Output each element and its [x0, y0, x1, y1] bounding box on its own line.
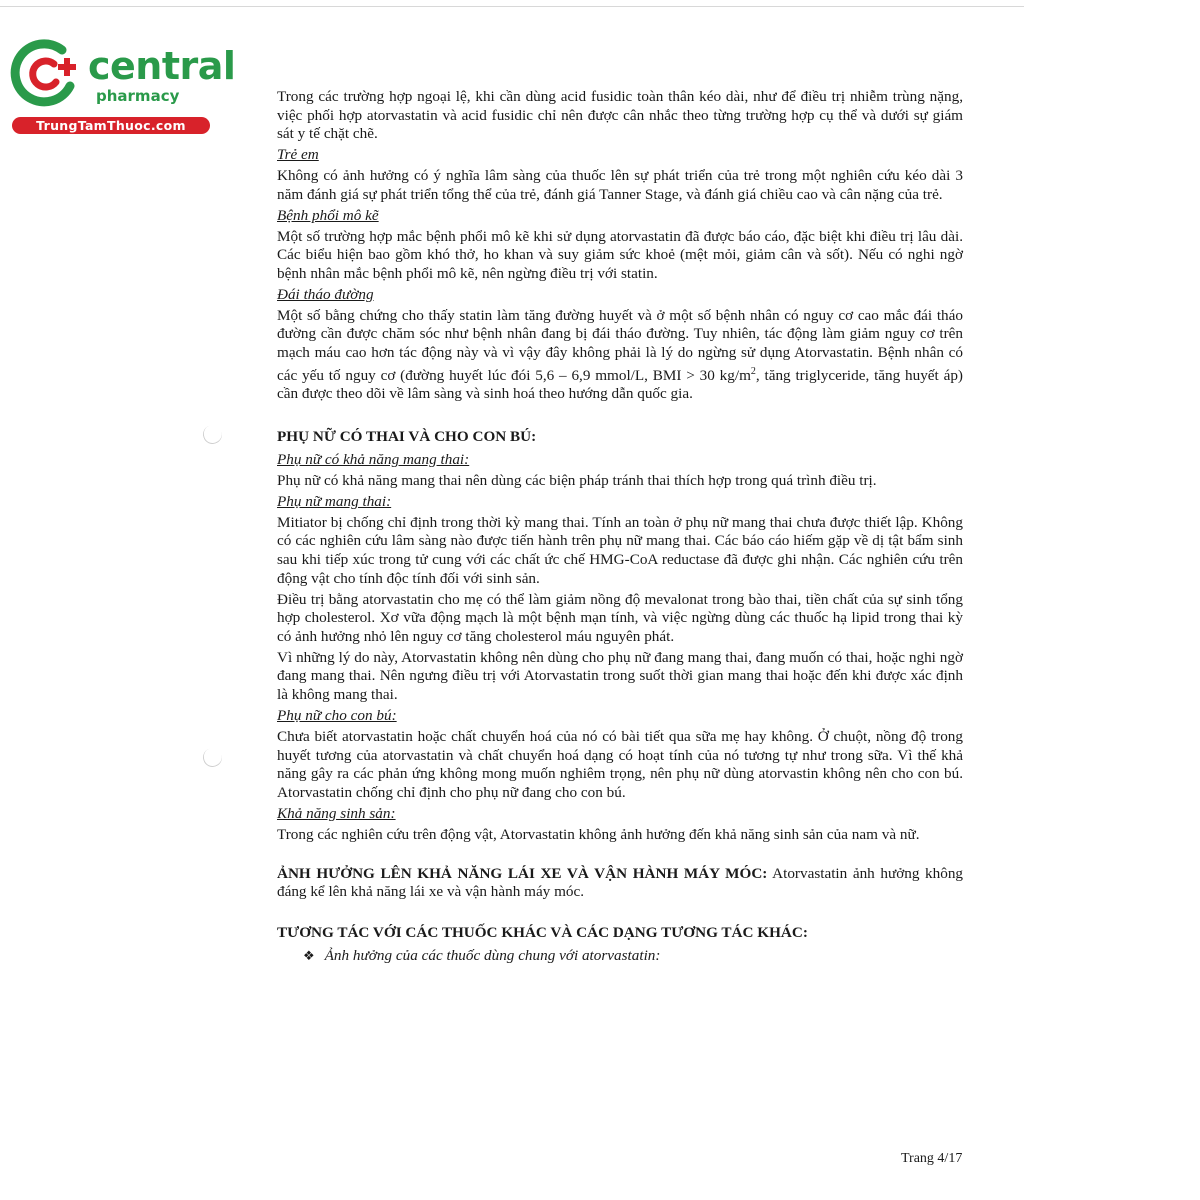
- page-top-rule: [0, 6, 1024, 7]
- bullet-text: Ảnh hưởng của các thuốc dùng chung với atorvastatin:: [324, 946, 661, 964]
- logo-brand-sub: pharmacy: [96, 87, 180, 105]
- paragraph-mang-thai-1: Mitiator bị chống chỉ định trong thời kỳ mang thai. Tính an toàn ở phụ nữ mang thai chưa được thiết lập. Không có các nghiên cứu lâm sàng nào được tiến hành trên phụ nữ mang thai. Các báo cáo hiếm gặp về dị tật bẩm sinh sau khi tiếp xúc trong tử cung với các chất ức chế HMG-CoA reductase đã được ghi nhận. Các nghiên cứu trên động vật cho tính độc tính đối với sinh sản.: [277, 513, 963, 587]
- logo-brand-name: central: [88, 44, 236, 88]
- heading-lai-xe: ẢNH HƯỞNG LÊN KHẢ NĂNG LÁI XE VÀ VẬN HÀNH MÁY MÓC:: [277, 864, 768, 882]
- paragraph-dtd-part2: , tăng triglyceride, tăng huyết áp) cần được theo dõi về lâm sàng và sinh hoá theo hướng dẫn quốc gia.: [277, 366, 963, 403]
- subheading-tre-em: Trẻ em: [277, 146, 319, 164]
- subheading-cho-con-bu: Phụ nữ cho con bú:: [277, 706, 397, 724]
- page-number: Trang 4/17: [901, 1151, 963, 1166]
- superscript-2: 2: [750, 365, 756, 377]
- punch-hole-mark: [200, 745, 224, 769]
- heading-phu-nu-co-thai: PHỤ NỮ CÓ THAI VÀ CHO CON BÚ:: [277, 428, 537, 446]
- pharmacy-cross-icon: [10, 36, 88, 114]
- paragraph-mang-thai-3: Vì những lý do này, Atorvastatin không nên dùng cho phụ nữ đang mang thai, đang muốn có thai, hoặc nghi ngờ đang mang thai. Nên ngưng điều trị với Atorvastatin trong suốt thời gian mang thai hoặc đến khi được xác định là không mang thai.: [277, 648, 963, 703]
- paragraph-mang-thai-2: Điều trị bằng atorvastatin cho mẹ có thể làm giảm nồng độ mevalonat trong bào thai, tiền chất của sự sinh tổng hợp cholesterol. Xơ vữa động mạch là một bệnh mạn tính, và việc ngừng dùng các thuốc hạ lipid trong thai kỳ có ảnh hưởng nhỏ lên nguy cơ tăng cholesterol máu nguyên phát.: [277, 590, 963, 645]
- heading-tuong-tac: TƯƠNG TÁC VỚI CÁC THUỐC KHÁC VÀ CÁC DẠNG TƯƠNG TÁC KHÁC:: [277, 924, 808, 942]
- diamond-bullet-icon: ❖: [303, 948, 315, 964]
- subheading-sinh-san: Khả năng sinh sản:: [277, 804, 396, 822]
- paragraph-fusidic: Trong các trường hợp ngoại lệ, khi cần dùng acid fusidic toàn thân kéo dài, như để điều trị nhiễm trùng nặng, việc phối hợp atorvastatin và acid fusidic chỉ nên được cân nhắc theo từng trường hợp cụ thể và dưới sự giám sát y tế chặt chẽ.: [277, 88, 963, 143]
- text-lai-xe: Atorvastatin ảnh hưởng không đáng kể lên khả năng lái xe và vận hành máy móc.: [277, 864, 964, 901]
- paragraph-dtd-part1: Một số bằng chứng cho thấy statin làm tăng đường huyết và ở một số bệnh nhân có nguy cơ cao mắc đái tháo đường cần được chăm sóc như bệnh nhân đang bị đái tháo đường. Tuy nhiên, tác động làm giảm nguy cơ trên mạch máu cao hơn tác động này và vì vậy đây không phải là lý do ngừng sử dụng Atorvastatin. Bệnh nhân có các yếu tố nguy cơ (đường huyết lúc đói 5,6 – 6,9 mmol/L, BMI > 30 kg/m: [277, 306, 963, 384]
- subheading-benh-phoi: Bệnh phổi mô kẽ: [277, 206, 379, 224]
- paragraph-lai-xe: [277, 865, 963, 902]
- paragraph-sinh-san: Trong các nghiên cứu trên động vật, Atorvastatin không ảnh hưởng đến khả năng sinh sản của nam và nữ.: [277, 825, 920, 843]
- subheading-mang-thai: Phụ nữ mang thai:: [277, 492, 392, 510]
- paragraph-cho-con-bu: Chưa biết atorvastatin hoặc chất chuyển hoá của nó có bài tiết qua sữa mẹ hay không. Ở chuột, nồng độ trong huyết tương của atorvastatin và chất chuyển hoá dạng có hoạt tính của nó tương tự như trong sữa. Vì thế khả năng gây ra các phản ứng không mong muốn nghiêm trọng, nên phụ nữ dùng atorvastin không nên cho con bú. Atorvastatin chống chỉ định cho phụ nữ đang cho con bú.: [277, 727, 963, 801]
- punch-hole-mark: [200, 422, 224, 446]
- subheading-kha-nang-mang-thai: Phụ nữ có khả năng mang thai:: [277, 450, 470, 468]
- central-pharmacy-logo: [10, 36, 236, 136]
- paragraph-tre-em: Không có ảnh hưởng có ý nghĩa lâm sàng của thuốc lên sự phát triển của trẻ trong một nghiên cứu kéo dài 3 năm đánh giá sự phát triển tổng thể của trẻ, đánh giá Tanner Stage, và đánh giá chiều cao và cân nặng của trẻ.: [277, 167, 963, 203]
- document-body: [277, 88, 963, 982]
- paragraph-kha-nang-mang-thai: Phụ nữ có khả năng mang thai nên dùng các biện pháp tránh thai thích hợp trong quá trình điều trị.: [277, 471, 877, 489]
- paragraph-benh-phoi: Một số trường hợp mắc bệnh phổi mô kẽ khi sử dụng atorvastatin đã được báo cáo, đặc biệt khi điều trị lâu dài. Các biểu hiện bao gồm khó thở, ho khan và suy giảm sức khoẻ (mệt mỏi, giảm cân và sốt). Nếu có nghi ngờ bệnh nhân mắc bệnh phổi mô kẽ, nên ngừng điều trị với statin.: [277, 227, 963, 282]
- logo-website-banner: TrungTamThuoc.com: [12, 117, 210, 134]
- bullet-item-anh-huong: [303, 947, 963, 967]
- paragraph-dai-thao-duong: [277, 307, 963, 404]
- subheading-dai-thao-duong: Đái tháo đường: [277, 285, 374, 303]
